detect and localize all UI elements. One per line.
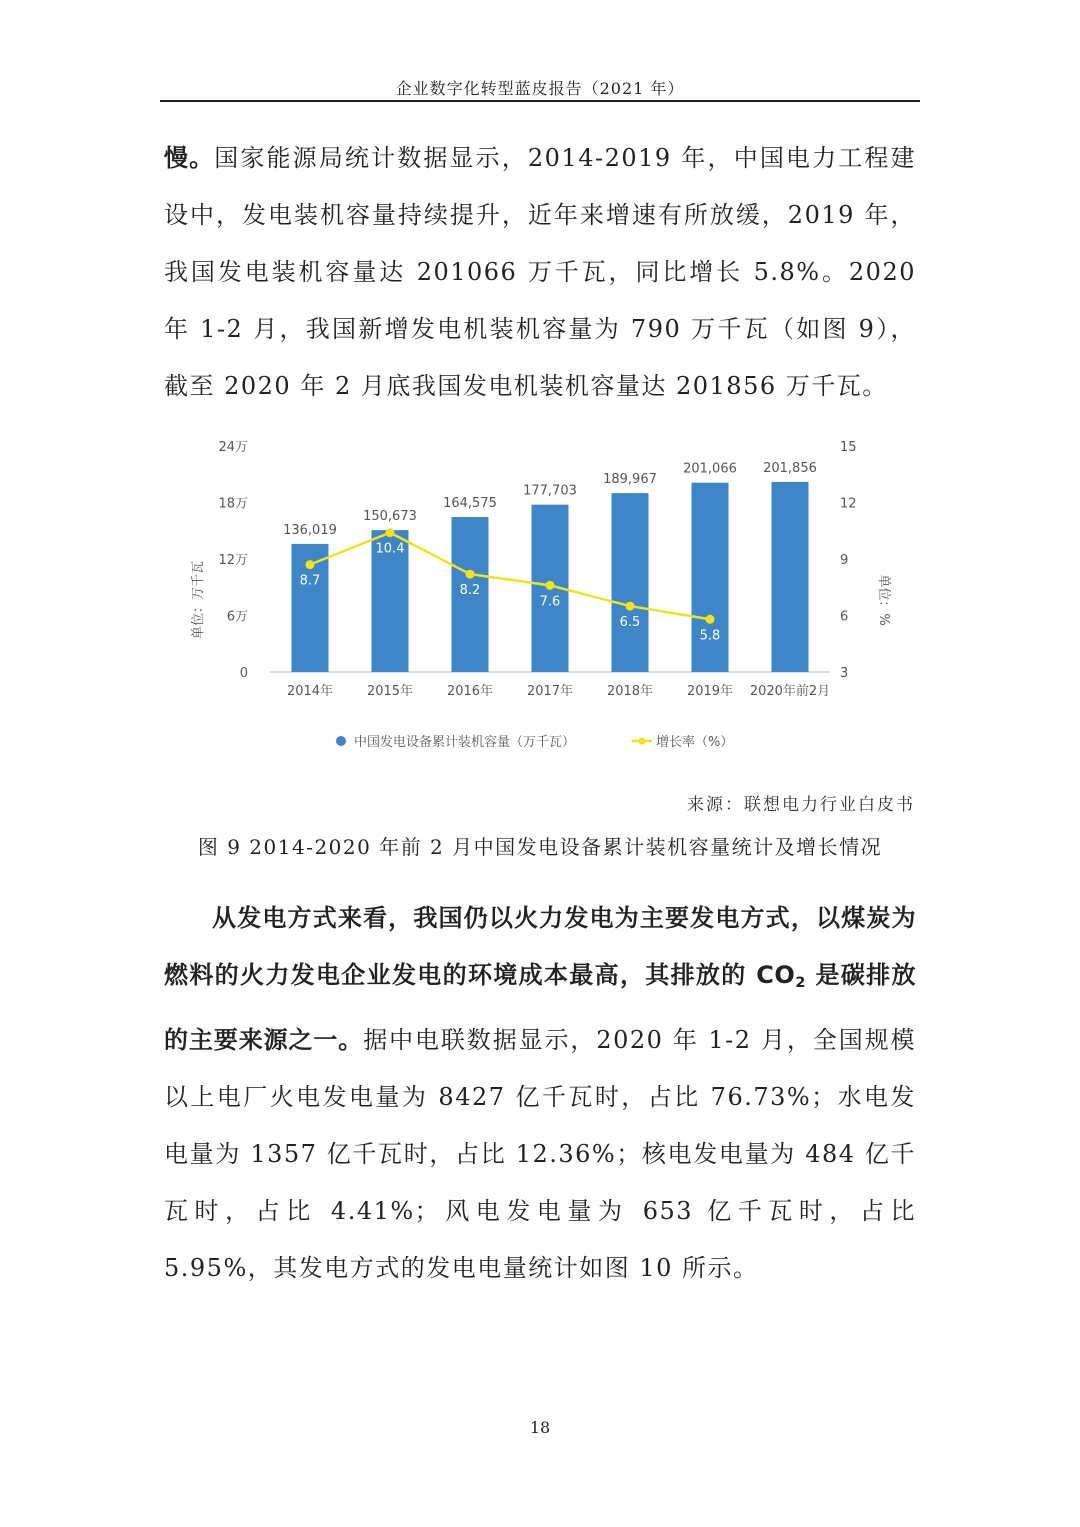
co2-formula [756, 961, 806, 989]
rate-point [626, 602, 635, 611]
category-label: 2020年前2月 [749, 684, 831, 699]
legend-bar-label: 中国发电设备累计装机容量（万千瓦） [354, 735, 576, 750]
category-label: 2016年 [446, 684, 494, 699]
category-label: 2018年 [606, 684, 654, 699]
figure-source: 来源：联想电力行业白皮书 [687, 795, 915, 815]
right-tick-label: 9 [840, 553, 849, 568]
rate-point [706, 615, 715, 624]
left-tick-label: 24万 [218, 440, 248, 455]
bar-value-label: 177,703 [523, 483, 577, 499]
paragraph-capacity [164, 130, 916, 415]
chart-legend [336, 734, 733, 750]
co-text: CO [756, 961, 796, 989]
rate-value-label: 6.5 [619, 615, 641, 631]
left-axis-label: 单位：万千瓦 [191, 560, 206, 640]
right-tick-label: 6 [840, 609, 849, 625]
right-axis-label: 单位：% [876, 574, 891, 626]
left-tick-label: 6万 [226, 609, 248, 625]
rate-point [386, 528, 395, 537]
bar-value-label: 150,673 [363, 509, 417, 525]
capacity-chart [180, 430, 900, 760]
page-number: 18 [529, 1418, 551, 1437]
figure-caption: 图 9 2014-2020 年前 2 月中国发电设备累计装机容量统计及增长情况 [197, 835, 883, 859]
rate-value-label: 5.8 [699, 628, 721, 644]
category-label: 2017年 [526, 684, 574, 699]
category-label: 2015年 [366, 684, 414, 699]
rate-value-label: 8.7 [299, 573, 321, 589]
left-tick-label: 12万 [218, 553, 248, 568]
growth-rate-line [310, 533, 710, 620]
right-tick-label: 12 [840, 496, 857, 512]
bar [612, 493, 649, 672]
bold-text-1: 从发电方式来看，我国仍以火力发电为主要发电方式，以煤炭为燃料的火力发电企业发电的环境成本最高，其排放的 [164, 904, 916, 989]
rate-value-label: 10.4 [375, 541, 405, 557]
bar [772, 482, 809, 672]
right-tick-label: 3 [840, 666, 849, 681]
running-header: 企业数字化转型蓝皮报告（2021 年） [395, 79, 685, 98]
legend-line-label: 增长率（%） [656, 735, 734, 750]
rate-point [546, 581, 555, 590]
paragraph-lead: 慢。 [164, 144, 215, 172]
legend-bar-swatch [336, 736, 346, 746]
left-tick-label: 18万 [218, 496, 248, 512]
left-tick-label: 0 [239, 666, 248, 681]
category-label: 2014年 [286, 684, 334, 699]
header-rule [160, 100, 920, 102]
paragraph-generation [164, 890, 916, 1297]
bar-value-label: 136,019 [283, 522, 337, 538]
bar [692, 483, 729, 672]
rate-point [306, 560, 315, 569]
chart-svg [180, 430, 900, 760]
co2-subscript: 2 [795, 975, 806, 991]
bold-text-2: 是碳排放的主要来源之一。 [164, 961, 917, 1054]
bar-value-label: 201,066 [683, 461, 737, 477]
rate-point [466, 570, 475, 579]
paragraph-text: 国家能源局统计数据显示，2014-2019 年，中国电力工程建设中，发电装机容量持续提升，近年来增速有所放缓，2019 年，我国发电装机容量达 201066 万千瓦，同比增长 5.8%。2020 年 1-2 月，我国新增发电机装机容量为 790 万千瓦（如图 9），截至 2020 年 2 月底我国发电机装机容量达 201856 万千瓦。 [164, 144, 916, 400]
paragraph-text-2: 据中电联数据显示，2020 年 1-2 月，全国规模以上电厂火电发电量为 8427 亿千瓦时，占比 76.73%；水电发电量为 1357 亿千瓦时，占比 12.36%；核电发电量为 484 亿千瓦时，占比 4.41%；风电发电量为 653 亿千瓦时，占比 5.95%，其发电方式的发电电量统计如图 10 所示。 [164, 1026, 916, 1282]
bar-value-label: 164,575 [443, 496, 497, 512]
bar-value-label: 189,967 [603, 472, 657, 488]
category-label: 2019年 [686, 684, 734, 699]
right-tick-label: 15 [840, 440, 857, 455]
rate-value-label: 8.2 [459, 583, 481, 599]
bar-value-label: 201,856 [763, 460, 817, 476]
rate-value-label: 7.6 [539, 594, 561, 610]
legend-line-dot [639, 738, 646, 745]
